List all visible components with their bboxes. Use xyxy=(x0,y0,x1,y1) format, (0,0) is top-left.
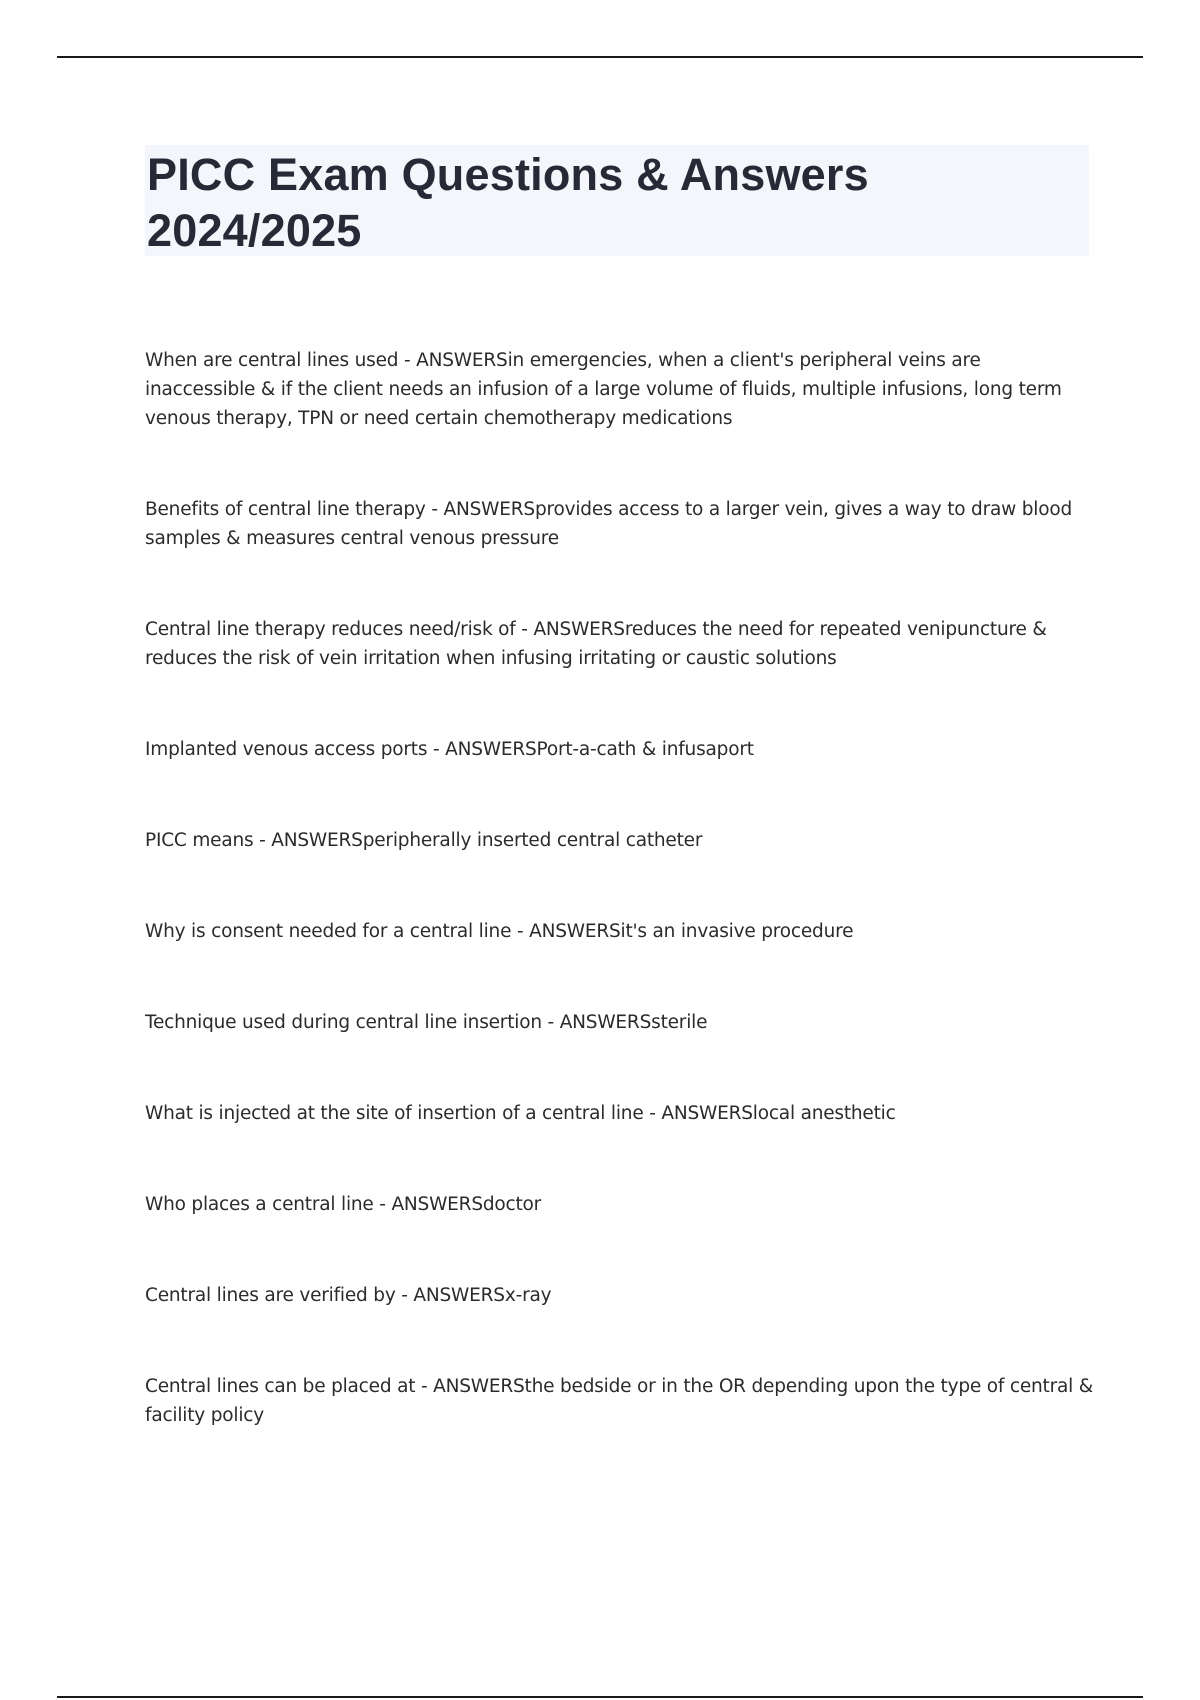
qa-separator: - xyxy=(643,1103,662,1124)
page-title xyxy=(147,147,1089,259)
qa-separator: - xyxy=(511,921,530,942)
qa-question: What is injected at the site of insertion of a central line xyxy=(145,1103,644,1124)
qa-item xyxy=(145,615,1095,673)
qa-answer: local anesthetic xyxy=(752,1103,896,1124)
qa-answer: it's an invasive procedure xyxy=(620,921,854,942)
qa-item xyxy=(145,1008,1095,1037)
qa-answer: Port-a-cath & infusaport xyxy=(536,739,754,760)
qa-answer-prefix: ANSWERS xyxy=(416,350,508,371)
qa-separator: - xyxy=(398,350,417,371)
qa-question: Who places a central line xyxy=(145,1194,374,1215)
qa-question: Implanted venous access ports xyxy=(145,739,428,760)
qa-separator: - xyxy=(427,739,446,760)
qa-answer-prefix: ANSWERS xyxy=(413,1285,505,1306)
qa-answer: provides access to a larger vein, gives a way to draw blood samples & measures central venous pressure xyxy=(145,499,1073,549)
qa-question: Central lines are verified by xyxy=(145,1285,396,1306)
top-rule xyxy=(57,56,1143,58)
qa-answer-prefix: ANSWERS xyxy=(271,830,363,851)
title-line-2: 2024/2025 xyxy=(147,205,362,256)
qa-answer-prefix: ANSWERS xyxy=(391,1194,483,1215)
qa-item xyxy=(145,826,1095,855)
qa-separator: - xyxy=(515,619,534,640)
qa-answer-prefix: ANSWERS xyxy=(433,1376,525,1397)
qa-answer: the bedside or in the OR depending upon the type of central & facility policy xyxy=(145,1376,1093,1426)
qa-list xyxy=(145,346,1095,1492)
qa-item xyxy=(145,495,1095,553)
qa-separator: - xyxy=(395,1285,414,1306)
qa-question: Central lines can be placed at xyxy=(145,1376,416,1397)
qa-question: Benefits of central line therapy xyxy=(145,499,426,520)
qa-answer: reduces the need for repeated venipuncture & reduces the risk of vein irritation when infusing irritating or caustic solutions xyxy=(145,619,1047,669)
bottom-rule xyxy=(57,1696,1143,1698)
qa-separator: - xyxy=(373,1194,392,1215)
qa-answer-prefix: ANSWERS xyxy=(445,739,537,760)
title-block xyxy=(145,145,1089,256)
qa-answer: doctor xyxy=(482,1194,542,1215)
qa-item xyxy=(145,917,1095,946)
qa-answer: x-ray xyxy=(504,1285,552,1306)
qa-answer-prefix: ANSWERS xyxy=(661,1103,753,1124)
qa-question: When are central lines used xyxy=(145,350,399,371)
qa-answer: sterile xyxy=(651,1012,708,1033)
qa-separator: - xyxy=(425,499,444,520)
title-line-1: PICC Exam Questions & Answers xyxy=(147,149,869,200)
qa-item xyxy=(145,1190,1095,1219)
qa-answer-prefix: ANSWERS xyxy=(559,1012,652,1033)
qa-item xyxy=(145,1099,1095,1128)
qa-answer-prefix: ANSWERS xyxy=(533,619,625,640)
qa-answer-prefix: ANSWERS xyxy=(443,499,535,520)
qa-item xyxy=(145,346,1095,433)
qa-separator: - xyxy=(541,1012,560,1033)
qa-answer-prefix: ANSWERS xyxy=(529,921,621,942)
qa-item xyxy=(145,735,1095,764)
qa-item xyxy=(145,1281,1095,1310)
qa-question: Central line therapy reduces need/risk of xyxy=(145,619,516,640)
qa-answer: in emergencies, when a client's peripheral veins are inaccessible & if the client needs an infusion of a large volume of fluids, multiple infusions, long term venous therapy, TPN or need certain chemotherapy medications xyxy=(145,350,1062,429)
qa-question: Why is consent needed for a central line xyxy=(145,921,512,942)
qa-question: PICC means xyxy=(145,830,254,851)
qa-question: Technique used during central line insertion xyxy=(145,1012,542,1033)
qa-separator: - xyxy=(415,1376,434,1397)
qa-separator: - xyxy=(253,830,272,851)
qa-item xyxy=(145,1372,1095,1430)
qa-answer: peripherally inserted central catheter xyxy=(362,830,703,851)
